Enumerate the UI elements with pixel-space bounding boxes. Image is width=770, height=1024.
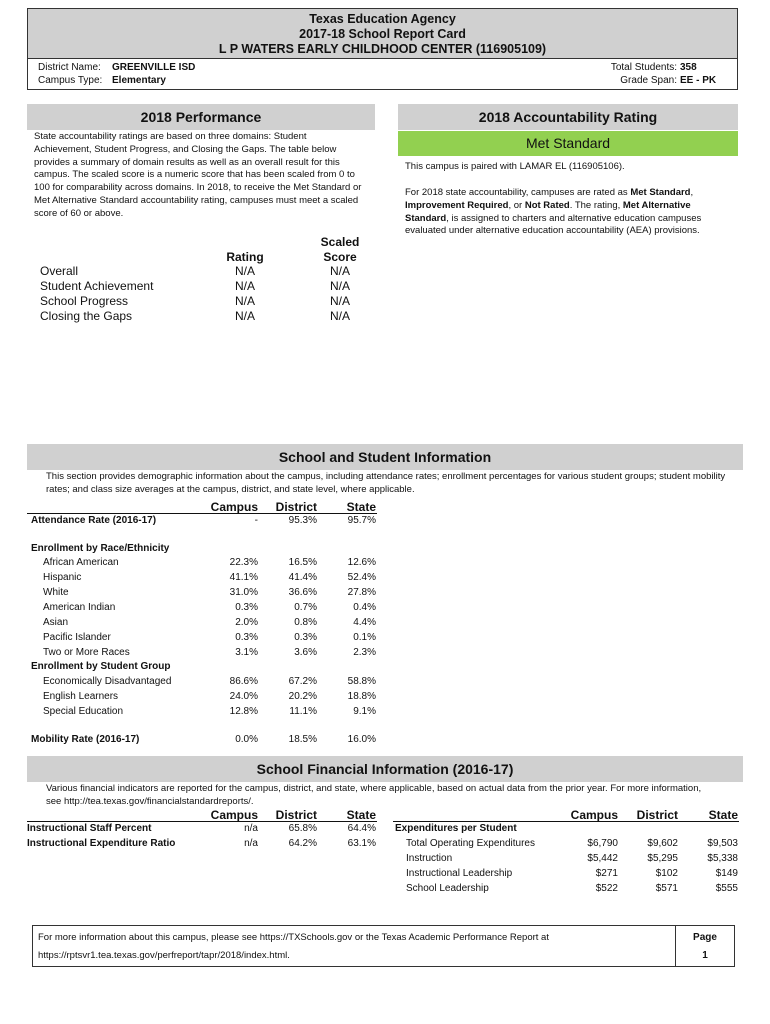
row-district: 18.5%	[288, 734, 317, 745]
fin-col-campus: Campus	[210, 808, 258, 822]
perf-row-rating: N/A	[234, 264, 255, 278]
row-label: Attendance Rate (2016-17)	[31, 515, 157, 526]
race-heading: Enrollment by Race/Ethnicity	[31, 543, 170, 554]
row-label: White	[43, 587, 69, 598]
financial-banner: School Financial Information (2016-17)	[27, 756, 743, 782]
row-state: 9.1%	[353, 706, 376, 717]
row-district: 16.5%	[288, 557, 317, 568]
acc-bold: Met Alternative Standard	[405, 199, 691, 224]
row-district: 67.2%	[288, 676, 317, 687]
campus-name: L P WATERS EARLY CHILDHOOD CENTER (116905109)	[218, 42, 547, 56]
row-state: 18.8%	[347, 691, 376, 702]
fin-col-district: District	[275, 808, 317, 822]
district-label: District Name:	[38, 62, 101, 73]
accountability-banner: 2018 Accountability Rating	[398, 104, 738, 130]
total-students-label: Total Students:	[610, 62, 677, 73]
row-campus: 0.3%	[235, 602, 258, 613]
row-state: $5,338	[707, 853, 738, 864]
fin-right-col-district: District	[636, 808, 678, 822]
row-state: 12.6%	[347, 557, 376, 568]
row-label: Instructional Leadership	[406, 868, 513, 879]
row-label: Instructional Expenditure Ratio	[27, 838, 176, 849]
row-district: 41.4%	[288, 572, 317, 583]
district-value: GREENVILLE ISD	[112, 62, 196, 73]
agency-title: Texas Education Agency	[309, 12, 456, 26]
row-district: 0.8%	[294, 617, 317, 628]
perf-row-label: School Progress	[40, 294, 129, 308]
col-district: District	[275, 500, 317, 514]
total-students-value: 358	[680, 62, 697, 73]
row-campus: 24.0%	[229, 691, 258, 702]
row-campus: 41.1%	[229, 572, 258, 583]
row-label: Instruction	[406, 853, 453, 864]
row-campus: $522	[595, 883, 618, 894]
row-state: 4.4%	[353, 617, 376, 628]
perf-row-rating: N/A	[234, 279, 255, 293]
row-campus: 12.8%	[229, 706, 258, 717]
row-district: 0.3%	[294, 632, 317, 643]
expenditures-heading: Expenditures per Student	[395, 823, 517, 834]
accountability-rating-bar	[398, 131, 738, 156]
perf-row-score: N/A	[329, 264, 350, 278]
row-campus: 0.3%	[235, 632, 258, 643]
row-state: 0.1%	[353, 632, 376, 643]
row-label: Hispanic	[43, 572, 82, 583]
row-label: Mobility Rate (2016-17)	[31, 734, 140, 745]
row-state: 64.4%	[347, 823, 376, 834]
row-campus: n/a	[244, 838, 258, 849]
acc-bold: Met Standard	[630, 187, 691, 198]
row-state: 0.4%	[353, 602, 376, 613]
acc-bold: Not Rated	[524, 199, 570, 211]
perf-row-score: N/A	[329, 309, 350, 323]
row-campus: $6,790	[587, 838, 618, 849]
row-campus: n/a	[244, 823, 258, 834]
accountability-description	[405, 187, 723, 238]
row-district: $9,602	[647, 838, 678, 849]
fin-right-col-state: State	[708, 808, 738, 822]
row-district: $571	[655, 883, 678, 894]
row-state: 58.8%	[347, 676, 376, 687]
row-district: 3.6%	[294, 647, 317, 658]
perf-row-score: N/A	[329, 279, 350, 293]
row-label: Economically Disadvantaged	[43, 676, 172, 687]
row-label: African American	[43, 557, 119, 568]
student-info-description: This section provides demographic information about the campus, including attendance rates; enrollment percentages for various student groups; student mobility rates; and class size averages at the campus, district, and state level, where applicable.	[46, 471, 726, 495]
campus-type-value: Elementary	[112, 75, 166, 86]
perf-col-scaled: Scaled	[320, 235, 360, 249]
row-state: 63.1%	[347, 838, 376, 849]
row-campus: 3.1%	[235, 647, 258, 658]
row-campus: 22.3%	[229, 557, 258, 568]
perf-row-label: Overall	[40, 264, 79, 278]
row-campus: $5,442	[587, 853, 618, 864]
perf-row-score: N/A	[329, 294, 350, 308]
col-state: State	[346, 500, 376, 514]
row-campus: -	[254, 515, 258, 526]
grade-span-value: EE - PK	[680, 75, 717, 86]
fin-col-state: State	[346, 808, 376, 822]
performance-banner: 2018 Performance	[27, 104, 375, 130]
row-district: 95.3%	[288, 515, 317, 526]
report-year: 2017-18 School Report Card	[299, 27, 466, 41]
row-district: 64.2%	[288, 838, 317, 849]
acc-text: ,	[690, 187, 694, 198]
row-campus: 31.0%	[229, 587, 258, 598]
row-campus: 2.0%	[235, 617, 258, 628]
row-label: Pacific Islander	[43, 632, 111, 643]
row-district: 11.1%	[289, 706, 317, 717]
acc-text: , is assigned to charters and alternative education campuses evaluated under alternative education accountability (AEA) provisions.	[405, 212, 702, 237]
row-label: School Leadership	[406, 883, 489, 894]
header-title-band	[28, 9, 737, 59]
grade-span-label: Grade Span:	[620, 75, 677, 86]
row-state: 52.4%	[347, 572, 376, 583]
perf-row-label: Student Achievement	[40, 279, 154, 293]
acc-text: . The rating,	[569, 199, 623, 211]
row-label: Asian	[43, 617, 69, 628]
performance-description: State accountability ratings are based on three domains: Student Achievement, Student Progress, and Closing the Gaps. The table below provides a summary of domain results as well as an overall result for this campus. The scaled score is a numeric score that has been scaled from 0 to 100 for comparability across domains. In 2018, to receive the Met Standard or Met Alternative Standard accountability rating, campuses must meet a scaled score of 60 or above.	[34, 131, 362, 219]
row-district: 65.8%	[288, 823, 317, 834]
row-state: 2.3%	[353, 647, 376, 658]
row-state: 95.7%	[347, 515, 376, 526]
perf-row-rating: N/A	[234, 294, 255, 308]
footer-box	[32, 925, 735, 967]
row-state: 27.8%	[347, 587, 376, 598]
footer-line-2: https://rptsvr1.tea.texas.gov/perfreport/tapr/2018/index.html.	[38, 950, 290, 961]
row-district: $5,295	[647, 853, 678, 864]
group-heading: Enrollment by Student Group	[31, 661, 171, 672]
row-state: $149	[715, 868, 738, 879]
accountability-rating: Met Standard	[525, 135, 611, 151]
page-number: 1	[702, 950, 708, 961]
acc-bold: Improvement Required	[405, 199, 509, 211]
row-campus: 86.6%	[229, 676, 258, 687]
perf-col-score: Score	[323, 250, 357, 264]
footer-line-1: For more information about this campus, please see https://TXSchools.gov or the Texas Academic Performance Report at	[38, 932, 549, 943]
row-label: Two or More Races	[43, 647, 130, 658]
row-campus: 0.0%	[235, 734, 258, 745]
row-district: 0.7%	[294, 602, 317, 613]
row-label: Total Operating Expenditures	[406, 838, 535, 849]
page-label: Page	[693, 932, 717, 943]
row-state: $9,503	[707, 838, 738, 849]
acc-text: For 2018 state accountability, campuses are rated as	[405, 187, 631, 198]
header-box	[27, 8, 738, 90]
row-label: Instructional Staff Percent	[27, 823, 152, 834]
financial-description: Various financial indicators are reported for the campus, district, and state, where applicable, based on actual data from the prior year. For more information, see http://tea.texas.gov/financialstandardreports/.	[46, 783, 702, 807]
row-state: 16.0%	[347, 734, 376, 745]
perf-col-rating: Rating	[226, 250, 264, 264]
row-district: $102	[655, 868, 678, 879]
campus-type-label: Campus Type:	[38, 75, 103, 86]
paired-campus-note: This campus is paired with LAMAR EL (116905106).	[405, 161, 625, 172]
row-district: 20.2%	[288, 691, 317, 702]
row-label: American Indian	[43, 602, 116, 613]
row-district: 36.6%	[288, 587, 317, 598]
fin-right-col-campus: Campus	[570, 808, 618, 822]
col-campus: Campus	[210, 500, 258, 514]
perf-row-label: Closing the Gaps	[40, 309, 133, 323]
row-campus: $271	[595, 868, 618, 879]
row-label: Special Education	[43, 706, 124, 717]
student-info-banner: School and Student Information	[27, 444, 743, 470]
row-label: English Learners	[43, 691, 119, 702]
perf-row-rating: N/A	[234, 309, 255, 323]
row-state: $555	[715, 883, 738, 894]
acc-text: , or	[508, 199, 525, 211]
